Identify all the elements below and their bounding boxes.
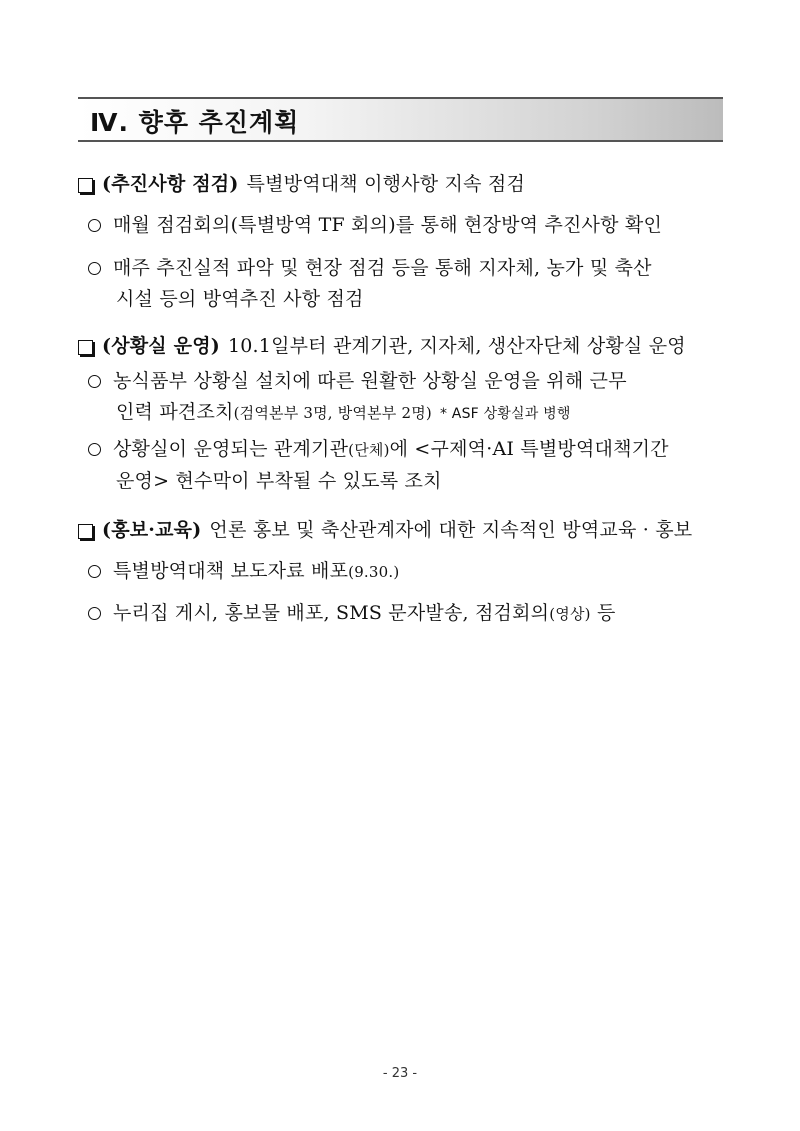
item-heading: (홍보·교육) (102, 519, 202, 541)
item-situation-room (78, 334, 728, 358)
circle-bullet-icon (88, 443, 101, 456)
item-heading: (상황실 운영) (102, 335, 220, 357)
sub-item (88, 256, 728, 311)
item-text: 특별방역대책 이행사항 지속 점검 (246, 173, 526, 195)
sub-item-text: 매월 점검회의(특별방역 TF 회의)를 통해 현장방역 추진사항 확인 (113, 214, 663, 236)
sub-item-text: 농식품부 상황실 설치에 따른 원활한 상황실 운영을 위해 근무 (113, 370, 627, 392)
sub-item-text: 특별방역대책 보도자료 배포 (113, 560, 349, 582)
item-heading: (추진사항 점검) (102, 173, 239, 195)
sub-item (88, 559, 728, 584)
circle-bullet-icon (88, 262, 101, 275)
circle-bullet-icon (88, 607, 101, 620)
item-promotion (78, 518, 728, 542)
sub-item (88, 213, 728, 237)
sub-item-text-continued: 인력 파견조치 (116, 401, 234, 423)
item-text: 10.1일부터 관계기관, 지자체, 생산자단체 상황실 운영 (227, 335, 686, 357)
sub-item-small-text: (영상) (549, 605, 591, 623)
item-text: 언론 홍보 및 축산관계자에 대한 지속적인 방역교육 · 홍보 (209, 519, 693, 541)
circle-bullet-icon (88, 565, 101, 578)
sub-item-text: 매주 추진실적 파악 및 현장 점검 등을 통해 지자체, 농가 및 축산 (113, 257, 652, 279)
sub-item (88, 601, 728, 626)
circle-bullet-icon (88, 219, 101, 232)
sub-item-text-tail: 등 (590, 602, 616, 624)
sub-item-small-text: (9.30.) (348, 563, 400, 581)
square-bullet-icon (78, 340, 93, 355)
sub-item-text: 누리집 게시, 홍보물 배포, SMS 문자발송, 점검회의 (113, 602, 550, 624)
sub-item-text-continued: 시설 등의 방역추진 사항 점검 (116, 288, 364, 310)
item-inspection (78, 172, 728, 196)
page-number: - 23 - (382, 1066, 418, 1081)
sub-item-small-text: (검역본부 3명, 방역본부 2명) (233, 404, 432, 422)
sub-item-note: * ASF 상황실과 병행 (439, 406, 571, 422)
sub-item-text-continued: 운영> 현수막이 부착될 수 있도록 조치 (116, 470, 442, 492)
square-bullet-icon (78, 178, 93, 193)
section-title: Ⅳ. 향후 추진계획 (90, 108, 300, 137)
sub-item (88, 369, 728, 426)
sub-item-text: 상황실이 운영되는 관계기관 (113, 438, 349, 460)
sub-item-text: 에 <구제역·AI 특별방역대책기간 (389, 438, 669, 460)
sub-item-small-text: (단체) (348, 441, 390, 459)
sub-item (88, 437, 728, 493)
section-header-bar (78, 97, 723, 142)
circle-bullet-icon (88, 375, 101, 388)
square-bullet-icon (78, 524, 93, 539)
